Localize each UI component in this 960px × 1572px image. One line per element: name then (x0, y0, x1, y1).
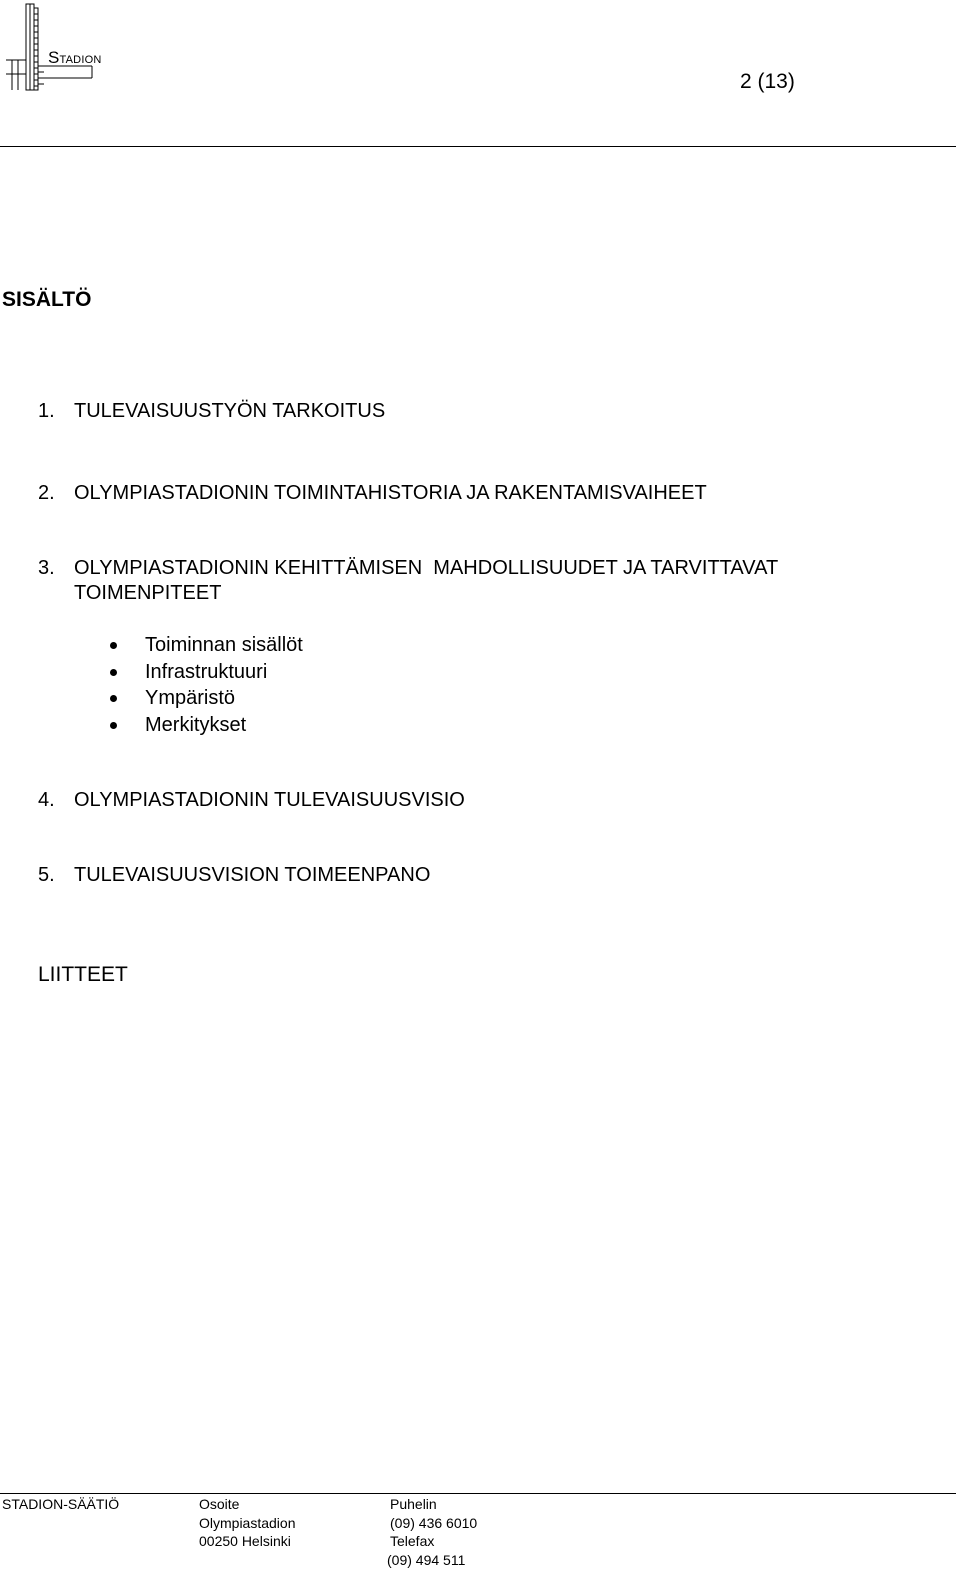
bullet-icon (110, 722, 117, 729)
phone-number: (09) 436 6010 (390, 1514, 478, 1531)
address-line-2: 00250 Helsinki (199, 1533, 291, 1549)
logo-wordmark: STADION (48, 48, 102, 67)
toc-entry-number: 3. (38, 557, 55, 579)
footer-contact (387, 1495, 478, 1569)
footer-organization: STADION-SÄÄTIÖ (2, 1496, 120, 1512)
footer-divider (0, 1493, 956, 1494)
bullet-icon (110, 642, 117, 649)
toc-entry-text: TULEVAISUUSVISION TOIMEENPANO (74, 864, 431, 886)
appendix-heading: LIITTEET (38, 963, 128, 986)
toc-entry-4 (38, 787, 465, 813)
phone-label: Puhelin (390, 1496, 437, 1512)
toc-entry-text: OLYMPIASTADIONIN KEHITTÄMISEN MAHDOLLISUUDET JA TARVITTAVAT (74, 557, 779, 579)
toc-entry-1 (38, 398, 385, 424)
toc-entry-number: 4. (38, 789, 55, 811)
toc-entry-3-continuation: TOIMENPITEET (74, 582, 222, 604)
toc-entry-5 (38, 862, 430, 888)
toc-entry-number: 2. (38, 482, 55, 504)
toc-entry-2 (38, 480, 707, 506)
toc-entry-3 (38, 555, 778, 581)
toc-entry-text: OLYMPIASTADIONIN TOIMINTAHISTORIA JA RAKENTAMISVAIHEET (74, 482, 707, 504)
header-divider (0, 146, 956, 147)
bullet-icon (110, 695, 117, 702)
address-line-1: Olympiastadion (199, 1514, 296, 1531)
footer-address (199, 1495, 296, 1551)
fax-label: Telefax (390, 1533, 435, 1549)
address-label: Osoite (199, 1496, 240, 1512)
bullet-icon (110, 669, 117, 676)
toc-entry-text: OLYMPIASTADIONIN TULEVAISUUSVISIO (74, 789, 465, 811)
stadion-logo (4, 2, 102, 94)
fax-number: (09) 494 511 (387, 1551, 466, 1568)
page-number: 2 (13) (740, 70, 795, 93)
toc-entry-number: 5. (38, 864, 55, 886)
toc-title: SISÄLTÖ (2, 288, 92, 311)
toc-entry-number: 1. (38, 400, 55, 422)
toc-entry-text: TULEVAISUUSTYÖN TARKOITUS (74, 400, 386, 422)
